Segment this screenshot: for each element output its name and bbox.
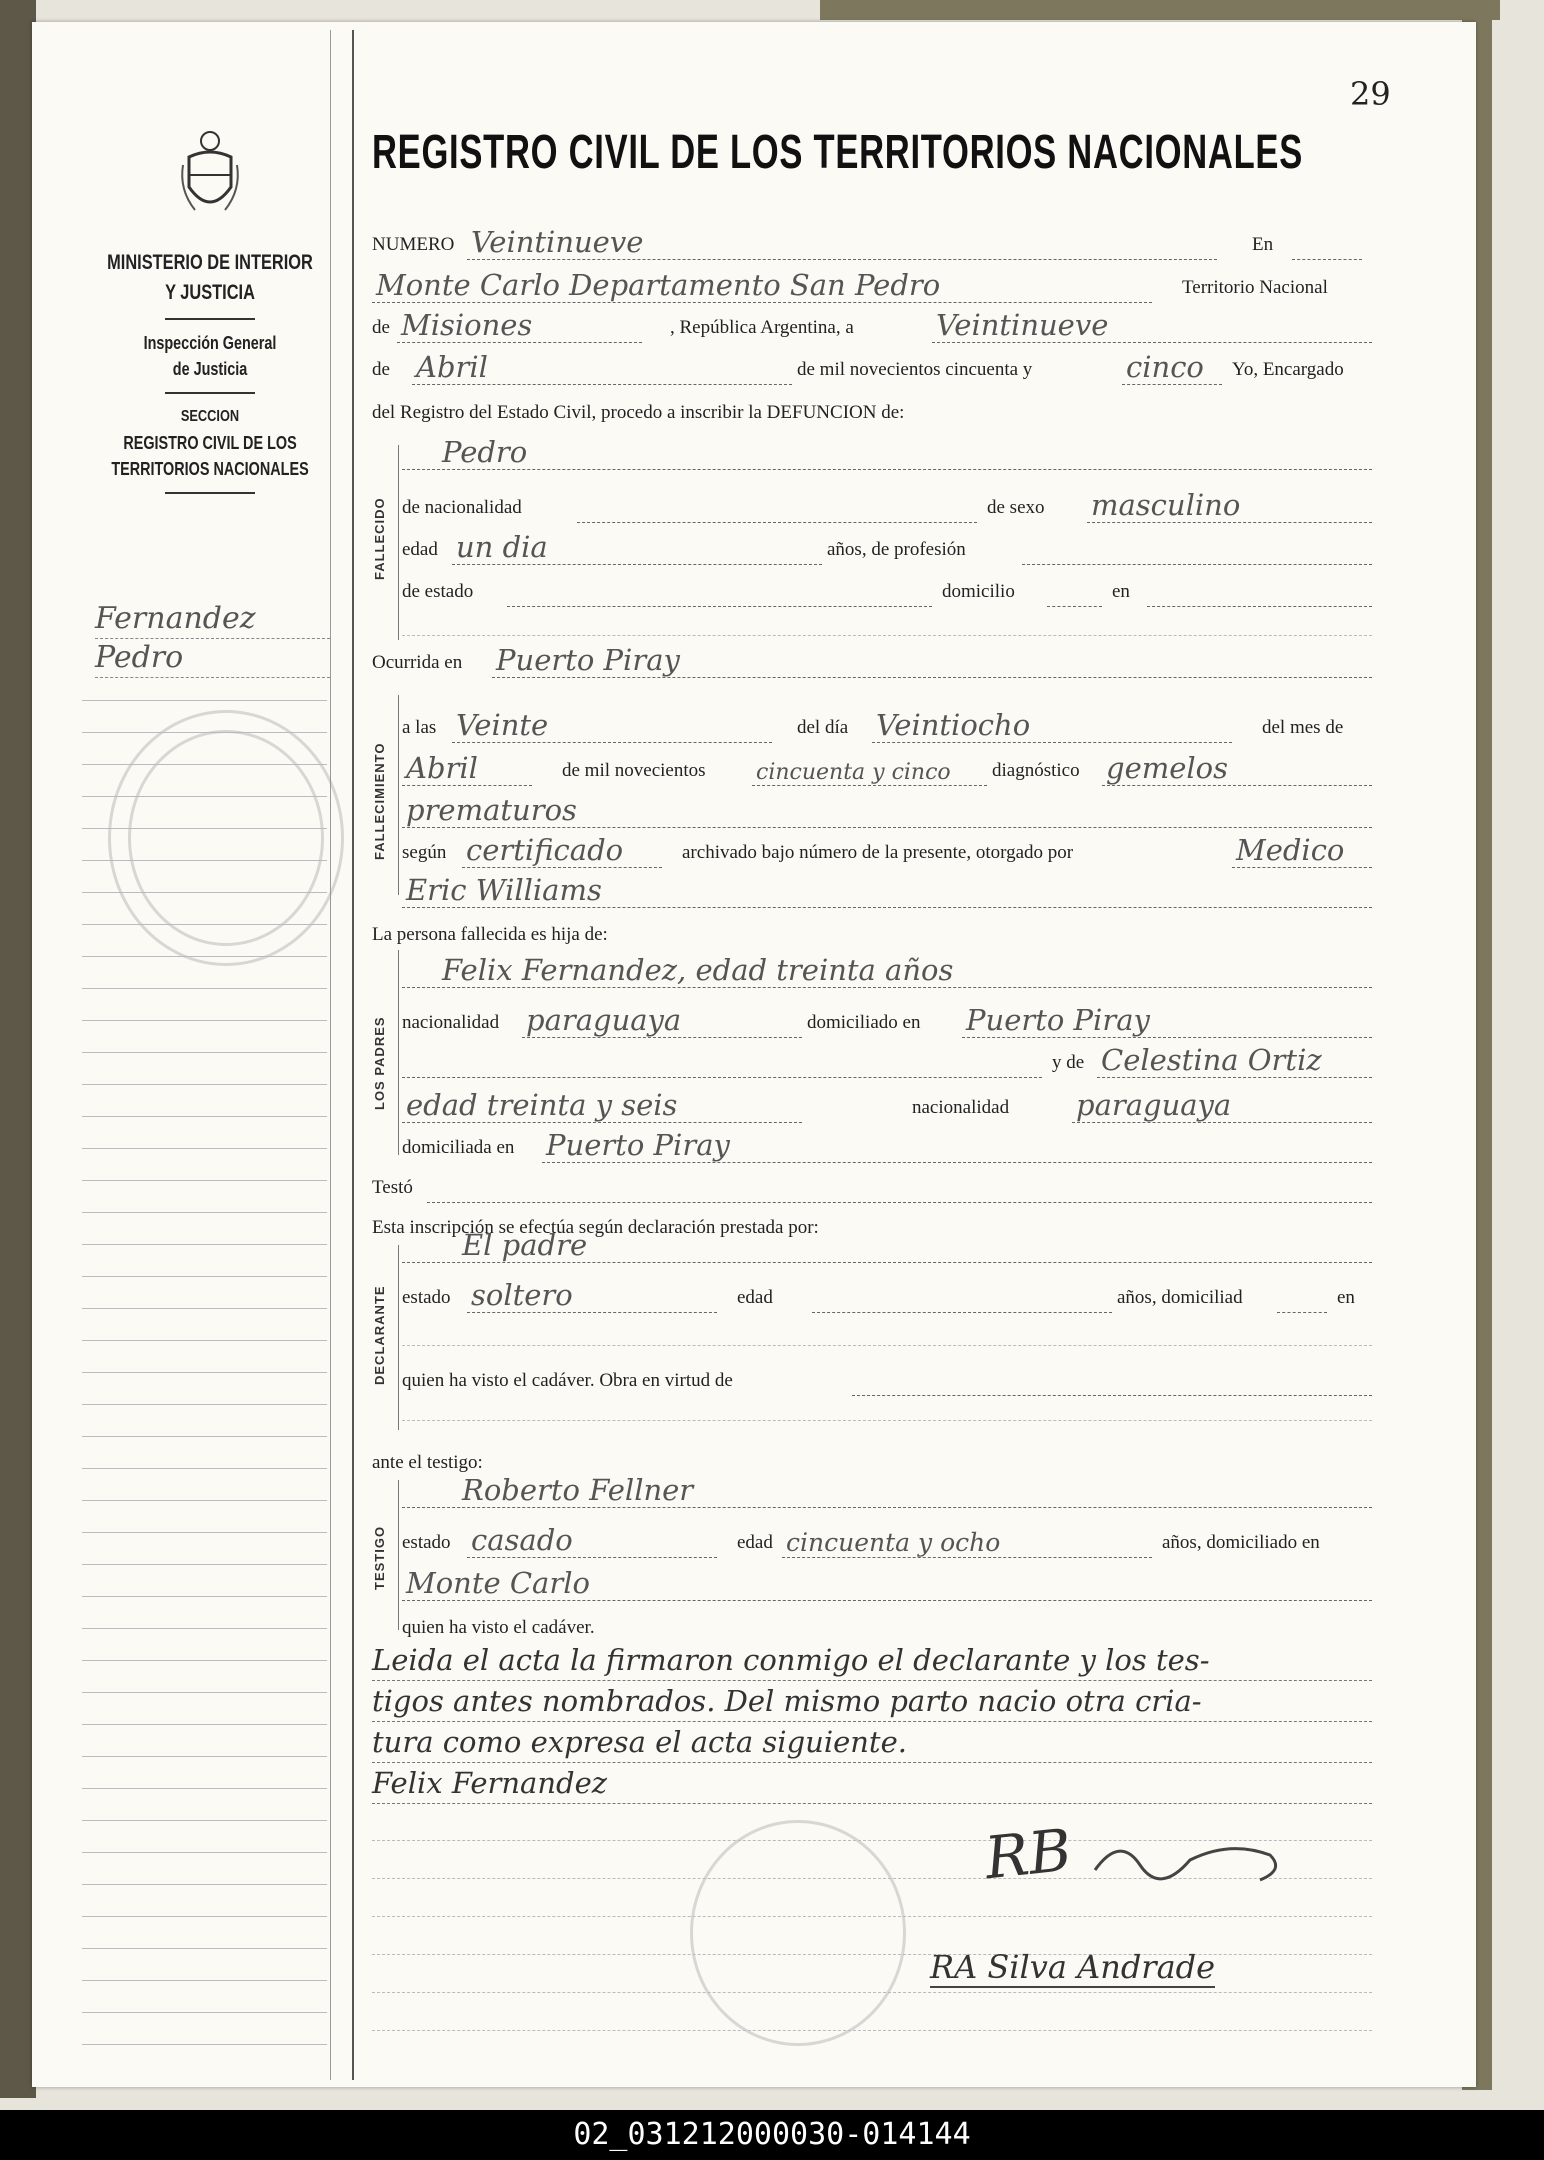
nacionalidad-row	[372, 485, 1372, 525]
testigo-domicilio-row	[372, 1563, 1372, 1603]
diagnostico2-field	[402, 793, 1372, 828]
testigo-estado-field	[467, 1523, 717, 1558]
diagnostico-value: gemelos	[1106, 751, 1229, 785]
declarante-edad-field	[812, 1278, 1112, 1313]
segun-field	[462, 833, 662, 868]
sidebar-ruled-line	[82, 1276, 327, 1277]
medico-field	[402, 873, 1372, 908]
month-value: Abril	[416, 350, 488, 384]
madre-row	[372, 1040, 1372, 1080]
domicilio-madre-value: Puerto Piray	[546, 1128, 730, 1162]
footer-id: 02_031212000030-014144	[0, 2110, 1544, 2160]
madre-field	[1097, 1043, 1372, 1078]
sidebar-ruled-line	[82, 1596, 327, 1597]
sidebar-ruled-line	[82, 1500, 327, 1501]
padre-row	[372, 950, 1372, 990]
sidebar-ruled-line	[82, 2012, 327, 2013]
ruled-line	[402, 1420, 1372, 1421]
testo-field	[427, 1168, 1372, 1203]
testigo-domicilio-label: años, domiciliado en	[1162, 1532, 1320, 1553]
ruled-line	[372, 2030, 1372, 2031]
testigo-section-label: TESTIGO	[372, 1525, 387, 1590]
declarante-name: El padre	[462, 1228, 588, 1262]
en-field	[1292, 225, 1362, 260]
testigo-estado-row	[372, 1520, 1372, 1560]
dia-value: Veintiocho	[876, 708, 1031, 742]
en-label: En	[1252, 234, 1274, 255]
year-value: cinco	[1126, 350, 1204, 384]
numero-field	[467, 225, 1217, 260]
year-field	[1122, 350, 1222, 385]
padre-value: Felix Fernandez, edad treinta años	[442, 953, 954, 987]
declarante-edad-label: edad	[737, 1287, 773, 1308]
domicilio-padre-field	[962, 1003, 1372, 1038]
sidebar-ruled-line	[82, 732, 327, 733]
profesion-field	[1022, 530, 1372, 565]
padres-intro-row	[372, 912, 1372, 952]
sidebar-ruled-line	[82, 988, 327, 989]
dia-field	[872, 708, 1232, 743]
edad-madre-value: edad treinta y seis	[406, 1088, 678, 1122]
numero-row	[372, 222, 1372, 262]
sidebar-ruled-line	[82, 1020, 327, 1021]
declarante-domicilio-label: años, domiciliad	[1117, 1287, 1243, 1308]
edad-field	[452, 530, 822, 565]
declarante-bracket	[398, 1245, 399, 1430]
signature-testigo: RB	[981, 1815, 1075, 1893]
estado-label: de estado	[402, 581, 474, 602]
testigo-estado-label: estado	[402, 1532, 451, 1553]
ruled-line	[372, 1954, 1372, 1955]
sidebar-ruled-line	[82, 1308, 327, 1309]
sidebar-ruled-line	[82, 1692, 327, 1693]
declarante-cadaver-row	[372, 1358, 1372, 1398]
dia-label: del día	[797, 717, 849, 738]
testo-label: Testó	[372, 1177, 413, 1198]
fallecimiento-mil-label: de mil novecientos	[562, 760, 706, 781]
month-field	[412, 350, 792, 385]
sidebar-ruled-line	[82, 764, 327, 765]
declarante-section-label: DECLARANTE	[372, 1285, 387, 1385]
sidebar-ruled-line	[82, 1468, 327, 1469]
sidebar-ruled-line	[82, 1212, 327, 1213]
page-title: REGISTRO CIVIL DE LOS TERRITORIOS NACIONALES	[372, 126, 1303, 179]
nacionalidad-madre-value: paraguaya	[1076, 1088, 1232, 1122]
sidebar-ruled-line	[82, 1948, 327, 1949]
declarante-name-field	[402, 1228, 1372, 1263]
domiciliado-label: domiciliado en	[807, 1012, 921, 1033]
anio-value: cincuenta y cinco	[756, 760, 951, 785]
day-field	[932, 308, 1372, 343]
madre-value: Celestina Ortiz	[1101, 1043, 1322, 1077]
sidebar-ruled-line	[82, 1084, 327, 1085]
sidebar-rule	[165, 492, 255, 494]
sidebar-ruled-line	[82, 1564, 327, 1565]
domiciliada-label: domiciliada en	[402, 1137, 515, 1158]
sidebar-ruled-line	[82, 860, 327, 861]
sidebar-ruled-line	[82, 1436, 327, 1437]
fallecido-en-label: en	[1112, 581, 1130, 602]
day-value: Veintinueve	[936, 308, 1109, 342]
closing-line2: tigos antes nombrados. Del mismo parto nacio otra cria-	[372, 1681, 1372, 1722]
ruled-line	[402, 635, 1372, 636]
fallecido-name-row	[372, 432, 1372, 472]
sidebar-ruled-line	[82, 1340, 327, 1341]
section-line2: TERRITORIOS NACIONALES	[111, 459, 309, 479]
segun-row	[372, 830, 1372, 870]
ruled-line	[372, 1916, 1372, 1917]
sidebar-ruled-line	[82, 1244, 327, 1245]
sidebar-ruled-line	[82, 1116, 327, 1117]
sidebar-ruled-line	[82, 700, 327, 701]
fallecido-name-field	[402, 435, 1372, 470]
y-de-label: y de	[1052, 1052, 1085, 1073]
diagnostico-label: diagnóstico	[992, 760, 1080, 781]
sidebar-name-entry	[95, 600, 330, 678]
nacionalidad-padre-label: nacionalidad	[402, 1012, 500, 1033]
territory-field	[397, 308, 642, 343]
obra-field	[852, 1361, 1372, 1396]
sidebar-ruled-line	[82, 1820, 327, 1821]
sidebar-surname: Fernandez	[95, 600, 330, 639]
edad-row	[372, 527, 1372, 567]
book-binding	[0, 0, 36, 2098]
place-value: Monte Carlo Departamento San Pedro	[376, 268, 941, 302]
edad-label: edad	[402, 539, 438, 560]
estado-row	[372, 569, 1372, 609]
hora-value: Veinte	[456, 708, 549, 742]
testigo-name: Roberto Fellner	[462, 1473, 694, 1507]
ministry-line2: Y JUSTICIA	[165, 281, 255, 304]
fallecido-name: Pedro	[442, 435, 528, 469]
stamp-inner	[128, 730, 324, 946]
domicilio-padre-value: Puerto Piray	[966, 1003, 1150, 1037]
sidebar	[70, 125, 350, 504]
territorio-label: Territorio Nacional	[1182, 277, 1328, 298]
sexo-field	[1087, 488, 1372, 523]
sexo-value: masculino	[1091, 488, 1241, 522]
sidebar-divider	[352, 30, 354, 2080]
sidebar-ruled-line	[82, 1788, 327, 1789]
sidebar-ruled-line	[82, 1660, 327, 1661]
domicilio-madre-field	[542, 1128, 1372, 1163]
ministry-line1: MINISTERIO DE INTERIOR	[107, 251, 313, 274]
fallecido-en-field	[1147, 572, 1372, 607]
sidebar-ruled-line	[82, 1756, 327, 1757]
ruled-line	[402, 1345, 1372, 1346]
madre-blank-field	[402, 1043, 1042, 1078]
edad-madre-row	[372, 1085, 1372, 1125]
medico-row	[372, 870, 1372, 910]
place-field	[372, 268, 1152, 303]
ocurrida-value: Puerto Piray	[496, 643, 680, 677]
testigo-intro: ante el testigo:	[372, 1452, 483, 1473]
sidebar-ruled-line	[82, 1916, 327, 1917]
mes-field	[402, 751, 532, 786]
sidebar-ruled-line	[82, 892, 327, 893]
testigo-cadaver-label: quien ha visto el cadáver.	[402, 1617, 595, 1638]
testigo-edad-label: edad	[737, 1532, 773, 1553]
page-number: 29	[1350, 75, 1391, 113]
declarante-estado-label: estado	[402, 1287, 451, 1308]
sidebar-ruled-line	[82, 1404, 327, 1405]
sidebar-ruled-line	[82, 796, 327, 797]
sidebar-ruled-line	[82, 1372, 327, 1373]
otorgado-field	[1232, 833, 1372, 868]
declarante-estado-field	[467, 1278, 717, 1313]
mes-value: Abril	[406, 751, 478, 785]
a-las-label: a las	[402, 717, 437, 738]
declarante-name-row	[372, 1225, 1372, 1265]
ocurrida-row	[372, 640, 1372, 680]
declarante-estado-value: soltero	[471, 1278, 573, 1312]
sidebar-ruled-line	[82, 1052, 327, 1053]
testigo-domicilio-field	[402, 1566, 1372, 1601]
testigo-name-field	[402, 1473, 1372, 1508]
padre-field	[402, 953, 1372, 988]
closing-line3: tura como expresa el acta siguiente.	[372, 1722, 1372, 1763]
declarante-domicilio-field	[1277, 1278, 1327, 1313]
fallecido-section-label: FALLECIDO	[372, 497, 387, 580]
date-row	[372, 347, 1372, 387]
domicilio-field	[1047, 572, 1102, 607]
edad-value: un dia	[456, 530, 548, 564]
anio-field	[752, 751, 987, 786]
nacionalidad-label: de nacionalidad	[402, 497, 522, 518]
domicilio-madre-row	[372, 1125, 1372, 1165]
diagnostico-field	[1102, 751, 1372, 786]
ocurrida-label: Ocurrida en	[372, 652, 463, 673]
ocurrida-field	[492, 643, 1372, 678]
closing-line1: Leida el acta la firmaron conmigo el declarante y los tes-	[372, 1640, 1372, 1681]
signature-declarante: Felix Fernandez	[372, 1763, 1372, 1804]
sidebar-given-name: Pedro	[95, 639, 330, 678]
declarante-cadaver-label: quien ha visto el cadáver. Obra en virtud de	[402, 1370, 733, 1391]
edad-madre-field	[402, 1088, 802, 1123]
territory-value: Misiones	[401, 308, 533, 342]
mes-row	[372, 748, 1372, 788]
sidebar-ruled-line	[82, 828, 327, 829]
nacionalidad-field	[577, 488, 977, 523]
hora-field	[452, 708, 772, 743]
mes-label: del mes de	[1262, 717, 1344, 738]
testigo-domicilio-value: Monte Carlo	[406, 1566, 590, 1600]
nacionalidad-padre-row	[372, 1000, 1372, 1040]
declarante-estado-row	[372, 1275, 1372, 1315]
sidebar-ruled-line	[82, 1180, 327, 1181]
domicilio-label: domicilio	[942, 581, 1015, 602]
inspection-line1: Inspección General	[143, 333, 277, 353]
inspection-line2: de Justicia	[172, 359, 248, 379]
nacionalidad-padre-field	[522, 1003, 802, 1038]
testo-row	[372, 1165, 1372, 1205]
diagnostico2-row	[372, 790, 1372, 830]
nacionalidad-madre-field	[1072, 1088, 1372, 1123]
stamp-icon	[690, 1820, 906, 2046]
sexo-label: de sexo	[987, 497, 1045, 518]
segun-value: certificado	[466, 833, 624, 867]
testigo-edad-field	[782, 1523, 1152, 1558]
sidebar-ruled-line	[82, 2044, 327, 2045]
sidebar-ruled-line	[82, 1628, 327, 1629]
archivado-label: archivado bajo número de la presente, otorgado por	[682, 842, 1074, 863]
book-cover-top	[820, 0, 1500, 20]
ruled-line	[372, 1992, 1372, 1993]
closing-text	[372, 1640, 1372, 1804]
medico-value: Eric Williams	[406, 873, 602, 907]
numero-value: Veintinueve	[471, 225, 644, 259]
territory-row	[372, 305, 1372, 345]
place-row	[372, 265, 1372, 305]
nacionalidad-padre-value: paraguaya	[526, 1003, 682, 1037]
yo-label: Yo, Encargado	[1232, 359, 1344, 380]
testigo-name-row	[372, 1470, 1372, 1510]
coat-of-arms-icon	[175, 125, 245, 225]
diagnostico2-value: prematuros	[406, 793, 577, 827]
fallecimiento-section-label: FALLECIMIENTO	[372, 742, 387, 860]
section-label: SECCION	[180, 408, 240, 425]
nacionalidad-madre-label: nacionalidad	[912, 1097, 1010, 1118]
sidebar-rule	[165, 392, 255, 394]
intro-row	[372, 390, 1372, 430]
testigo-estado-value: casado	[471, 1523, 573, 1557]
testigo-cadaver-row	[372, 1605, 1372, 1645]
signature-encargado: RA Silva Andrade	[930, 1948, 1216, 1986]
padres-intro: La persona fallecida es hija de:	[372, 924, 608, 945]
signature-flourish-icon	[1090, 1830, 1290, 1890]
sidebar-ruled-line	[82, 1724, 327, 1725]
section-line1: REGISTRO CIVIL DE LOS	[123, 433, 297, 453]
de2-label: de	[372, 359, 390, 380]
testigo-edad-value: cincuenta y ocho	[786, 1528, 1001, 1557]
intro-text: del Registro del Estado Civil, procedo a inscribir la DEFUNCION de:	[372, 402, 905, 423]
sidebar-ruled-line	[82, 1852, 327, 1853]
sidebar-ruled-line	[82, 1980, 327, 1981]
sidebar-ruled-line	[82, 1148, 327, 1149]
sidebar-ruled-line	[82, 1532, 327, 1533]
sidebar-ruled-line	[82, 1884, 327, 1885]
sidebar-ruled-line	[82, 956, 327, 957]
sidebar-rule	[165, 318, 255, 320]
estado-field	[507, 572, 932, 607]
de-label: de	[372, 317, 390, 338]
otorgado-value: Medico	[1236, 833, 1345, 867]
profesion-label: años, de profesión	[827, 539, 966, 560]
republica-label: , República Argentina, a	[670, 317, 854, 338]
numero-label: NUMERO	[372, 234, 455, 255]
sidebar-ruled-line	[82, 924, 327, 925]
declarante-en-label: en	[1337, 1287, 1355, 1308]
declarante-intro: Esta inscripción se efectúa según declaración prestada por:	[372, 1217, 819, 1238]
mil-label: de mil novecientos cincuenta y	[797, 359, 1033, 380]
hora-row	[372, 705, 1372, 745]
padres-section-label: LOS PADRES	[372, 1016, 387, 1110]
segun-label: según	[402, 842, 447, 863]
